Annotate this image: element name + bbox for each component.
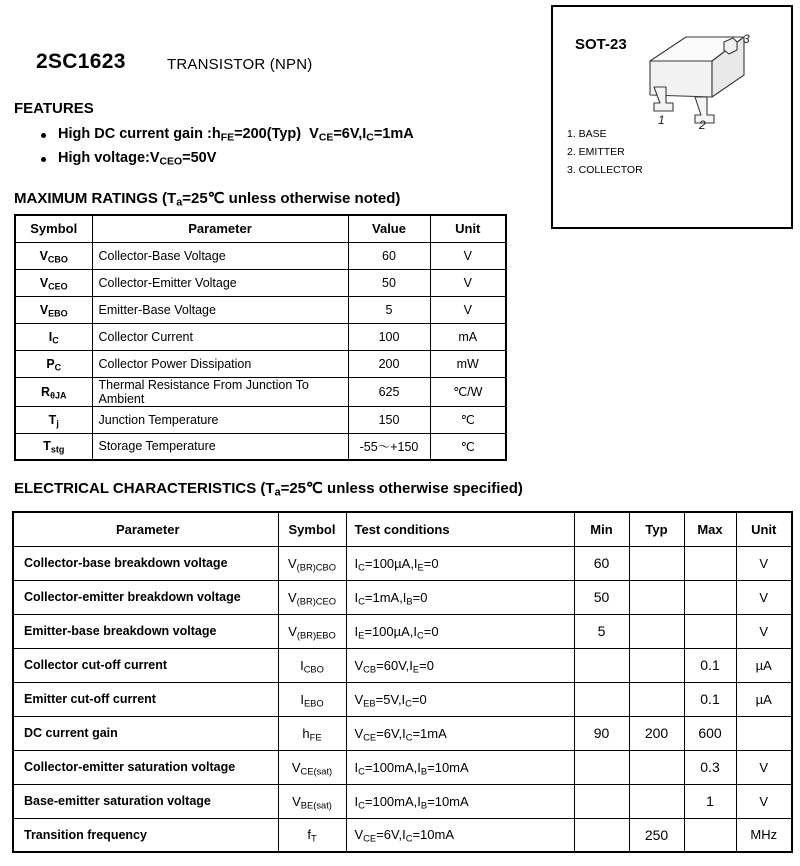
table-header-row [13,512,792,546]
cell-min [574,818,629,852]
cell-unit: µA [736,682,792,716]
cell-parameter: Thermal Resistance From Junction To Ambient [92,377,348,406]
table-row [13,784,792,818]
cell-parameter: Collector Current [92,323,348,350]
cell-symbol: $I_C$ [15,323,92,350]
cell-parameter: Storage Temperature [92,433,348,460]
cell-test-conditions: $I_E=100\mu A,I_C=0$ [346,614,574,648]
package-pin-list [567,125,643,179]
cell-typ [629,682,684,716]
cell-min [574,648,629,682]
table-row [15,323,506,350]
cell-value: 150 [348,406,430,433]
cell-max [684,580,736,614]
table-header-row [15,215,506,242]
cell-max: 0.1 [684,682,736,716]
cell-parameter: Collector-Base Voltage [92,242,348,269]
cell-parameter: Base-emitter saturation voltage [13,784,278,818]
column-header-parameter: Parameter [92,215,348,242]
table-row [15,406,506,433]
cell-symbol: $f_T$ [278,818,346,852]
cell-parameter: Collector-emitter breakdown voltage [13,580,278,614]
table-row [15,269,506,296]
column-header-min: Min [574,512,629,546]
cell-value: 60 [348,242,430,269]
cell-value: 5 [348,296,430,323]
cell-symbol: $V_{EBO}$ [15,296,92,323]
pin-1-number: 1 [658,113,665,127]
maximum-ratings-heading: MAXIMUM RATINGS ($T_a=25℃$ unless otherwise noted) [14,190,401,209]
cell-symbol: $V_{(BR)CBO}$ [278,546,346,580]
cell-parameter: Junction Temperature [92,406,348,433]
cell-max: 600 [684,716,736,750]
cell-max: 0.3 [684,750,736,784]
cell-symbol: $V_{CBO}$ [15,242,92,269]
cell-unit: V [736,784,792,818]
cell-parameter: Collector-Emitter Voltage [92,269,348,296]
column-header-typ: Typ [629,512,684,546]
cell-test-conditions: $I_C=100\mu A,I_E=0$ [346,546,574,580]
cell-typ [629,580,684,614]
cell-unit: V [430,242,506,269]
cell-min: 5 [574,614,629,648]
table-row [13,580,792,614]
cell-unit: µA [736,648,792,682]
cell-parameter: Emitter cut-off current [13,682,278,716]
cell-max [684,546,736,580]
cell-test-conditions: $V_{CE}=6V,I_C=1mA$ [346,716,574,750]
cell-value: 625 [348,377,430,406]
cell-test-conditions: $V_{CE}=6V,I_C=10mA$ [346,818,574,852]
cell-unit: ℃ [430,406,506,433]
feature-item: High DC current gain $:h_{FE}=200(Typ)$ $V_{CE}=6V,I_C=1mA$ [58,126,414,144]
table-row [13,818,792,852]
electrical-characteristics-table [12,511,793,853]
features-list [32,126,414,174]
cell-symbol: $T_{stg}$ [15,433,92,460]
cell-typ: 200 [629,716,684,750]
cell-unit: ℃ [430,433,506,460]
sot-23-package-drawing [638,25,773,130]
cell-test-conditions: $V_{EB}=5V,I_C=0$ [346,682,574,716]
cell-value: 50 [348,269,430,296]
table-row [13,614,792,648]
cell-symbol: $I_{CBO}$ [278,648,346,682]
table-row [13,648,792,682]
cell-value: 100 [348,323,430,350]
pin-3-number: 3 [743,32,750,46]
column-header-unit: Unit [736,512,792,546]
device-type-label: TRANSISTOR (NPN) [167,56,313,73]
cell-unit: MHz [736,818,792,852]
page-title: 2SC1623 [36,50,126,73]
cell-max [684,614,736,648]
electrical-characteristics-heading: ELECTRICAL CHARACTERISTICS ($T_a=25℃$ unless otherwise specified) [14,480,523,499]
package-outline-panel [551,5,793,229]
cell-symbol: $V_{(BR)CEO}$ [278,580,346,614]
cell-typ [629,750,684,784]
cell-max [684,818,736,852]
cell-unit: V [736,614,792,648]
cell-max: 0.1 [684,648,736,682]
maximum-ratings-table [14,214,507,461]
pin-list-item-1: 1. BASE [567,128,607,140]
cell-symbol: $V_{CE(sat)}$ [278,750,346,784]
features-heading: FEATURES [14,100,94,117]
cell-unit: mA [430,323,506,350]
table-row [15,296,506,323]
cell-symbol: $V_{BE(sat)}$ [278,784,346,818]
cell-parameter: Collector cut-off current [13,648,278,682]
table-row [15,350,506,377]
cell-symbol: $h_{FE}$ [278,716,346,750]
cell-typ [629,546,684,580]
cell-symbol: $P_C$ [15,350,92,377]
cell-typ [629,614,684,648]
cell-parameter: Transition frequency [13,818,278,852]
cell-min [574,750,629,784]
cell-unit: V [736,546,792,580]
column-header-test-conditions: Test conditions [346,512,574,546]
cell-parameter: DC current gain [13,716,278,750]
cell-parameter: Emitter-base breakdown voltage [13,614,278,648]
cell-unit: V [736,750,792,784]
cell-min [574,682,629,716]
table-row [13,546,792,580]
table-row [15,377,506,406]
cell-parameter: Collector Power Dissipation [92,350,348,377]
cell-typ [629,648,684,682]
cell-unit: V [430,296,506,323]
package-name-label: SOT-23 [575,36,627,53]
feature-item: High $voltage:V_{CEO}=50V$ [58,150,414,166]
cell-value: -55～+150 [348,433,430,460]
table-row [13,716,792,750]
cell-unit [736,716,792,750]
cell-unit: V [736,580,792,614]
cell-max: 1 [684,784,736,818]
cell-symbol: $V_{(BR)EBO}$ [278,614,346,648]
column-header-value: Value [348,215,430,242]
pin-list-item-3: 3. COLLECTOR [567,164,643,176]
cell-min: 50 [574,580,629,614]
cell-unit: V [430,269,506,296]
column-header-parameter: Parameter [13,512,278,546]
cell-test-conditions: $V_{CB}=60V,I_E=0$ [346,648,574,682]
column-header-symbol: Symbol [278,512,346,546]
cell-unit: ℃/W [430,377,506,406]
table-row [13,750,792,784]
cell-parameter: Collector-emitter saturation voltage [13,750,278,784]
table-row [15,433,506,460]
cell-unit: mW [430,350,506,377]
column-header-unit: Unit [430,215,506,242]
cell-symbol: $I_{EBO}$ [278,682,346,716]
cell-typ [629,784,684,818]
column-header-symbol: Symbol [15,215,92,242]
table-row [15,242,506,269]
cell-test-conditions: $I_C=100mA,I_B=10mA$ [346,750,574,784]
cell-min: 90 [574,716,629,750]
cell-min: 60 [574,546,629,580]
cell-typ: 250 [629,818,684,852]
cell-symbol: $V_{CEO}$ [15,269,92,296]
pin-list-item-2: 2. EMITTER [567,146,625,158]
column-header-max: Max [684,512,736,546]
cell-symbol: $R_{\theta JA}$ [15,377,92,406]
cell-symbol: $T_j$ [15,406,92,433]
cell-test-conditions: $I_C=1mA,I_B=0$ [346,580,574,614]
cell-parameter: Collector-base breakdown voltage [13,546,278,580]
table-row [13,682,792,716]
cell-min [574,784,629,818]
pin-2-number: 2 [699,118,706,130]
cell-test-conditions: $I_C=100mA,I_B=10mA$ [346,784,574,818]
cell-value: 200 [348,350,430,377]
cell-parameter: Emitter-Base Voltage [92,296,348,323]
